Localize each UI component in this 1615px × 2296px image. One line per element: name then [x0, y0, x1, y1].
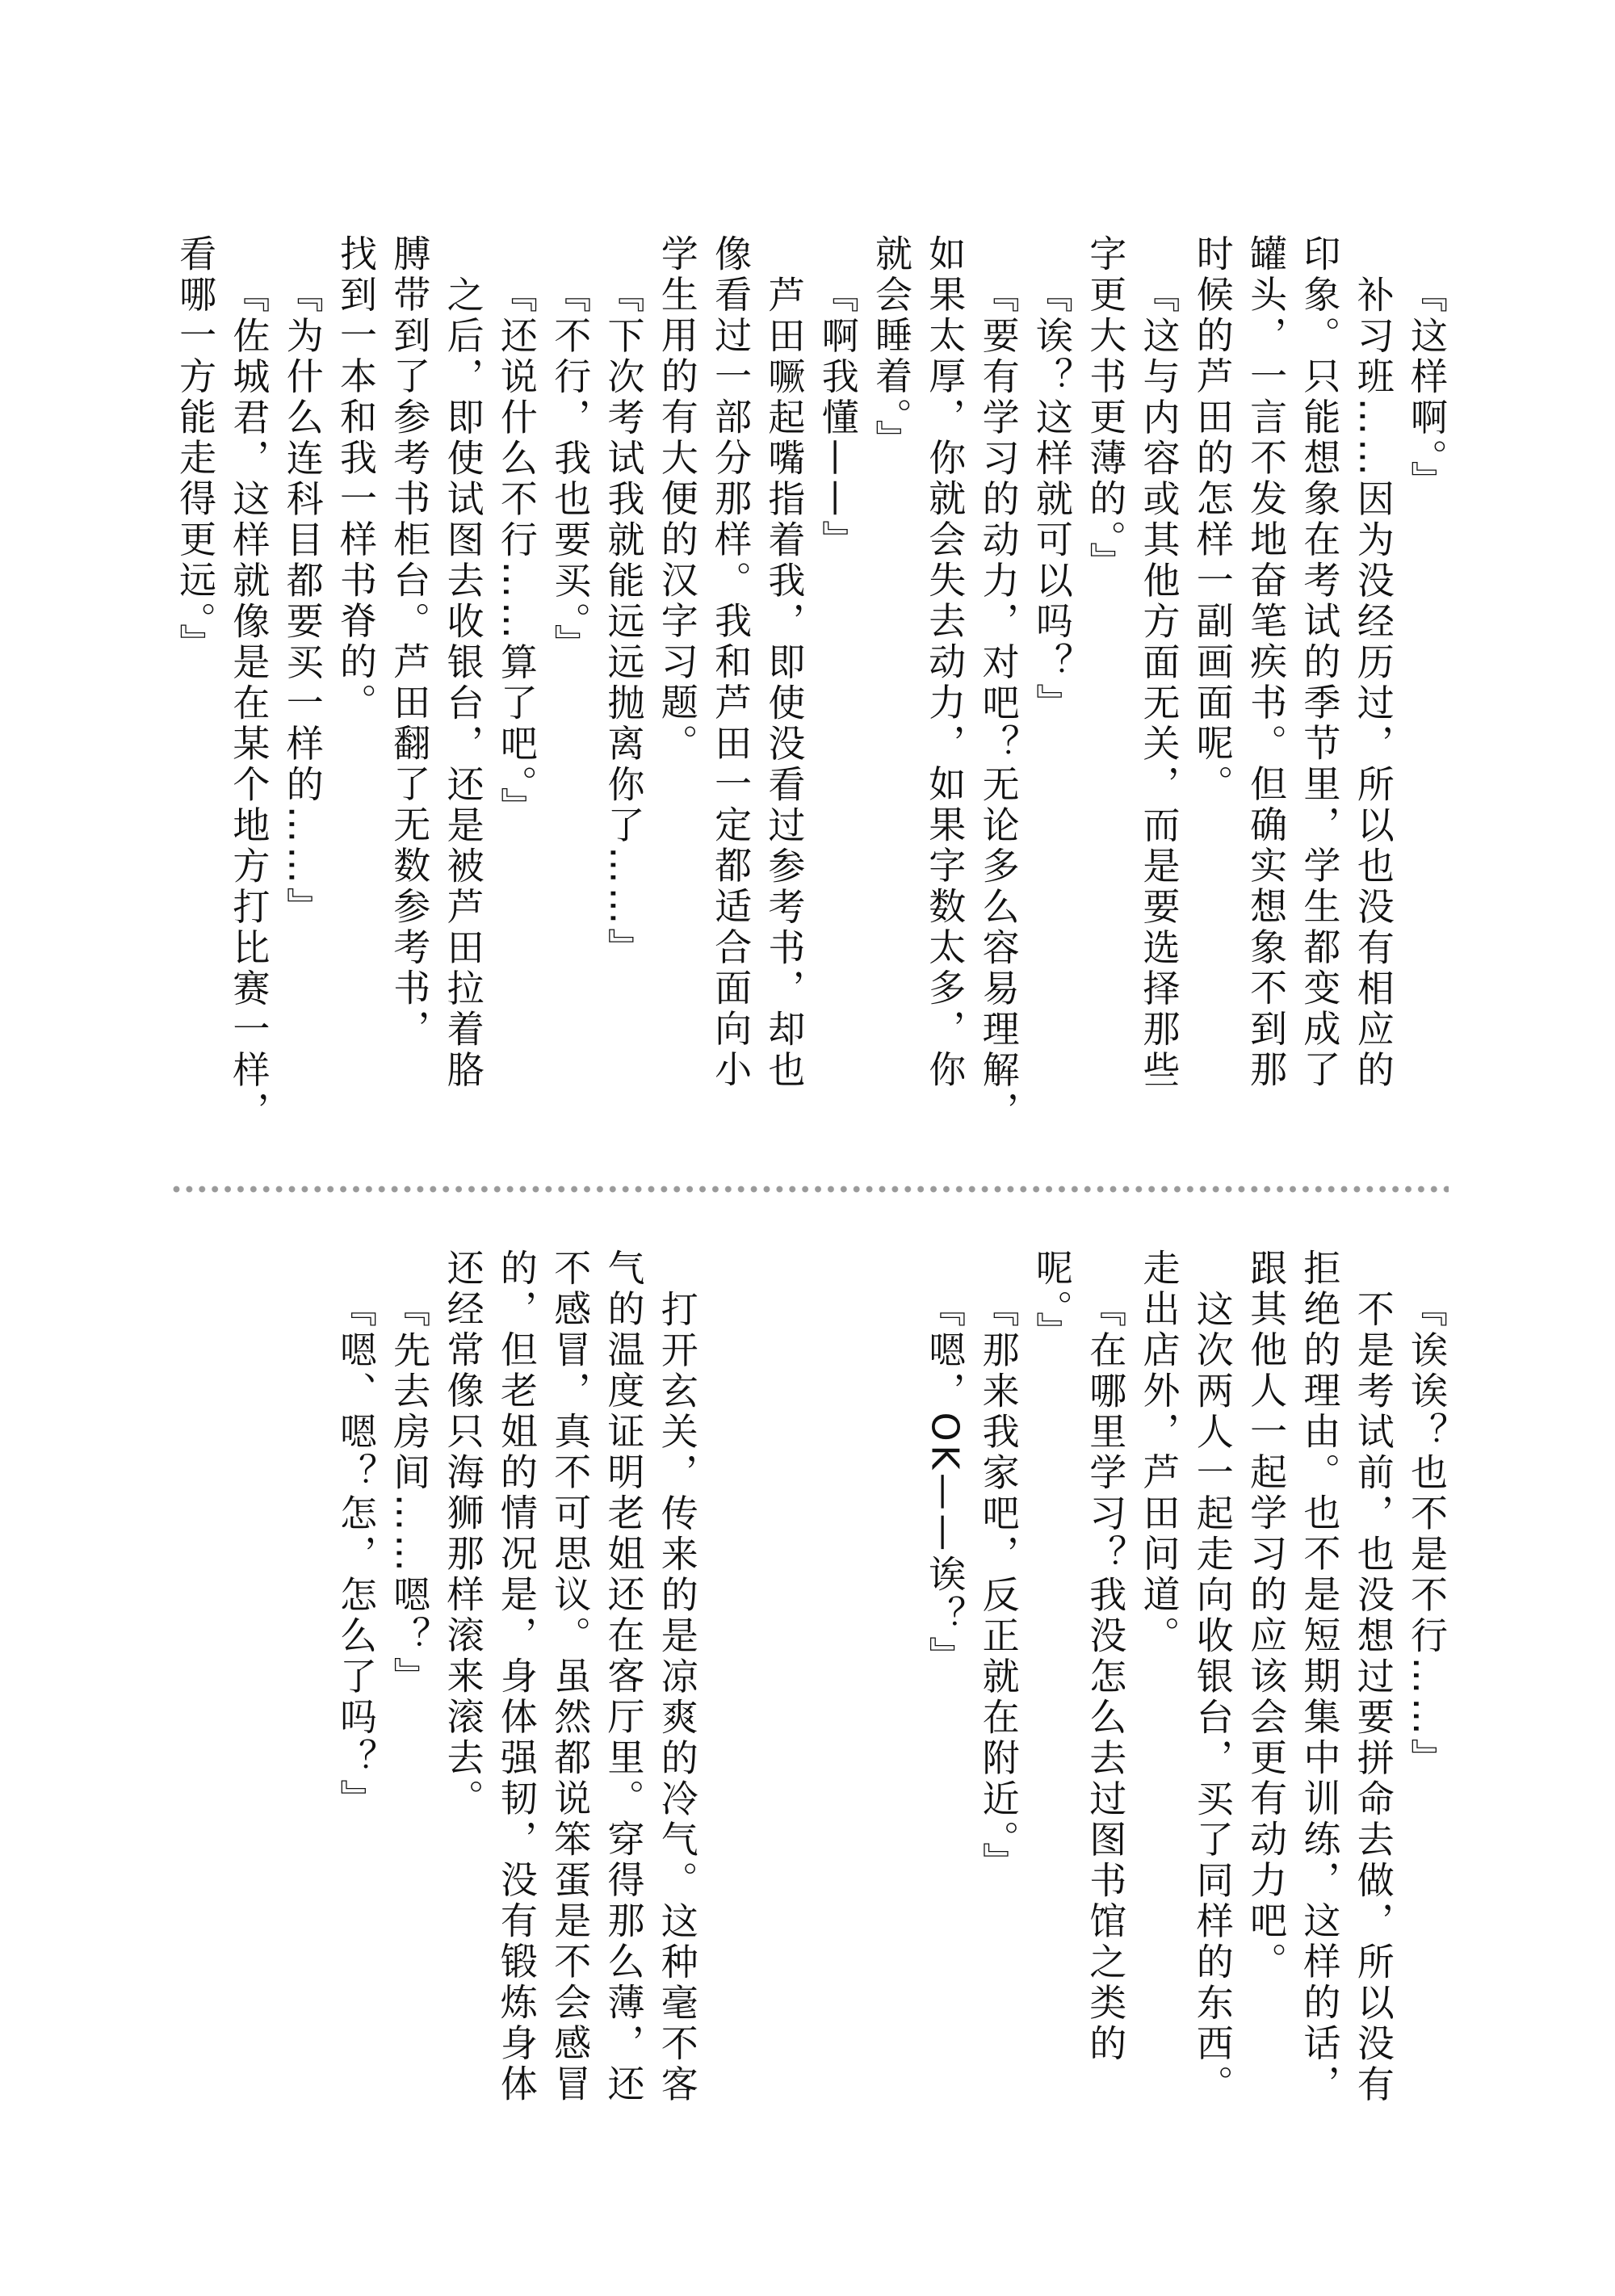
- text-column: 『嗯、嗯？怎，怎么了吗？』: [334, 1289, 378, 1820]
- text-column: 字更大书更薄的。』: [1084, 234, 1128, 583]
- text-column: 『这样啊。』: [1405, 275, 1449, 502]
- text-column: 『先去房间……嗯？』: [388, 1289, 432, 1698]
- text-column: 拒绝的理由。也不是短期集中训练，这样的话，: [1298, 1249, 1342, 2105]
- text-column: 『要有学习的动力，对吧？无论多么容易理解，: [976, 275, 1021, 1131]
- text-column: 芦田噘起嘴指着我，即使没看过参考书，却也: [762, 275, 807, 1091]
- text-column: 气的温度证明老姐还在客厅里。穿得那么薄，还: [602, 1249, 646, 2105]
- text-column: 跟其他人一起学习的应该会更有动力吧。: [1244, 1249, 1289, 1983]
- text-column: 还经常像只海狮那样滚来滚去。: [441, 1249, 485, 1820]
- text-column: 『诶诶？也不是不行……』: [1405, 1289, 1449, 1779]
- text-column: 『不行，我也要买。』: [548, 275, 593, 665]
- text-column: 『啊我懂——』: [816, 275, 860, 560]
- text-column: 不是考试前，也没想过要拼命去做，所以没有: [1351, 1289, 1395, 2105]
- text-column: 『嗯，OK——诶？』: [923, 1289, 967, 1677]
- text-column: 『这与内容或其他方面无关，而是要选择那些: [1137, 275, 1181, 1091]
- text-column: 时候的芦田的怎样一副画面呢。: [1190, 234, 1235, 805]
- text-column: 补习班……因为没经历过，所以也没有相应的: [1351, 275, 1395, 1091]
- text-column: 『诶？这样就可以吗？』: [1030, 275, 1074, 724]
- text-column: 膊带到了参考书柜台。芦田翻了无数参考书，: [388, 234, 432, 1050]
- text-column: 印象。只能想象在考试的季节里，学生都变成了: [1298, 234, 1342, 1091]
- text-column: 『还说什么不行……算了吧。』: [494, 275, 539, 828]
- text-column: 罐头，一言不发地奋笔疾书。但确实想象不到那: [1244, 234, 1289, 1091]
- text-column: 『在哪里学习？我没怎么去过图书馆之类的: [1084, 1289, 1128, 2064]
- text-column: 『佐城君，这样就像是在某个地方打比赛一样，: [227, 275, 271, 1131]
- text-column: 学生用的有大便的汉字习题。: [655, 234, 699, 765]
- text-column: 走出店外，芦田问道。: [1137, 1249, 1181, 1656]
- text-column: 打开玄关，传来的是凉爽的冷气。这种毫不客: [655, 1289, 699, 2105]
- text-column: 『下次考试我就能远远抛离你了……』: [602, 275, 646, 968]
- text-column: 之后，即使试图去收银台，还是被芦田拉着胳: [441, 275, 485, 1091]
- text-column: 『为什么连科目都要买一样的……』: [280, 275, 325, 928]
- text-column: 如果太厚，你就会失去动力，如果字数太多，你: [923, 234, 967, 1091]
- text-column: 就会睡着。』: [870, 234, 913, 460]
- text-column: 这次两人一起走向收银台，买了同样的东西。: [1190, 1289, 1235, 2105]
- text-column: 看哪一方能走得更远。』: [174, 234, 218, 665]
- text-column: 不感冒，真不可思议。虽然都说笨蛋是不会感冒: [548, 1249, 593, 2105]
- text-column: 呢。』: [1030, 1249, 1074, 1353]
- text-column: 像看过一部分那样。我和芦田一定都适合面向小: [709, 234, 753, 1091]
- text-column: 『那来我家吧，反正就在附近。』: [976, 1289, 1021, 1883]
- text-column: 的，但老姐的情况是，身体强韧，没有锻炼身体: [494, 1249, 539, 2105]
- text-column: 找到一本和我一样书脊的。: [334, 234, 378, 724]
